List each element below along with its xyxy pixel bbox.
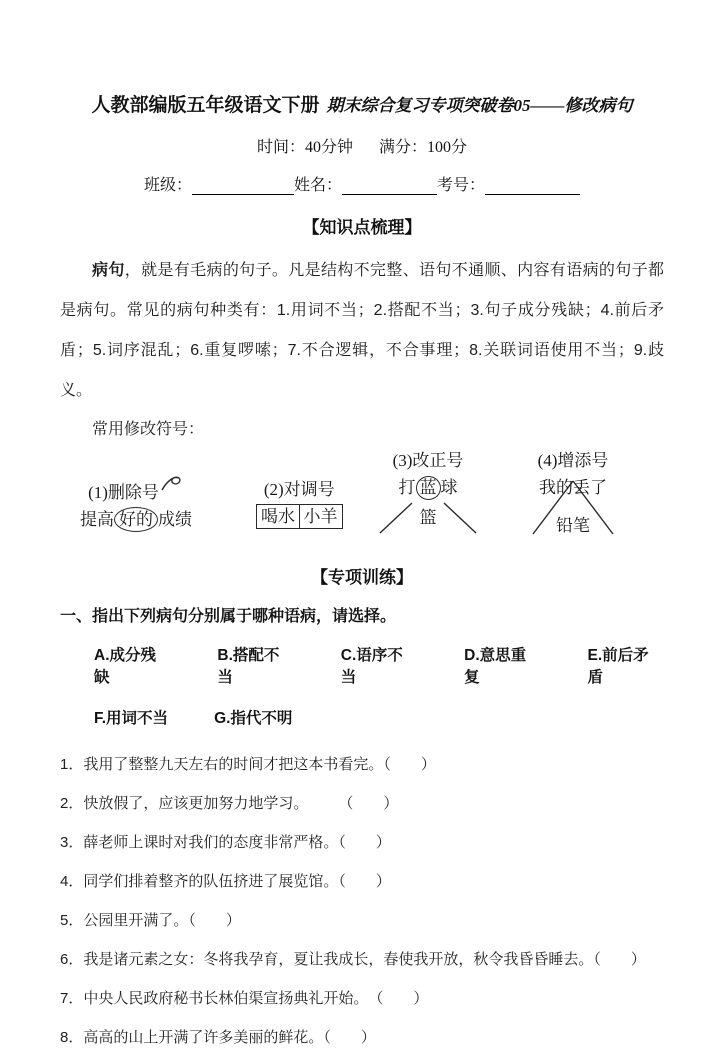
correct-example-line: [376, 474, 480, 501]
insert-mark-label: (4)增添号: [537, 451, 609, 470]
knowledge-section-header: 【知识点梳理】: [302, 218, 422, 237]
correct-before-text: 打: [398, 478, 416, 497]
option-f: F.用词不当: [94, 710, 169, 727]
part-one-instruction: 一、指出下列病句分别属于哪种语病，请选择。: [60, 608, 397, 625]
delete-mark-label: (1)删除号: [88, 483, 159, 502]
question-item-1: 1．我用了整整九天左右的时间才把这本书看完。（ ）: [60, 756, 436, 773]
wrong-word-circle: 蓝: [416, 476, 441, 500]
option-c: C.语序不当: [340, 647, 403, 686]
class-label: 班级：: [143, 177, 192, 194]
symbols-label: 常用修改符号：: [92, 421, 205, 438]
insert-example-body: [515, 474, 631, 538]
correction-word-area: [376, 502, 480, 536]
question-item-8: 8．高高的山上开满了许多美丽的鲜花。（ ）: [60, 1029, 376, 1046]
title-main: 人教部编版五年级语文下册: [91, 95, 320, 116]
correction-word: 篮: [419, 508, 437, 527]
delete-mark-label-row: [80, 473, 192, 506]
swap-first-box: 喝水: [256, 504, 300, 529]
delete-mark-example: [80, 473, 192, 533]
delete-squiggle-icon: [160, 473, 184, 492]
swap-second-box: 小羊: [299, 504, 343, 529]
delete-before-text: 提高: [80, 510, 114, 529]
name-blank-line: [342, 176, 437, 195]
option-d: D.意思重复: [464, 647, 527, 686]
exam-number-blank-line: [485, 176, 580, 195]
option-b: B.搭配不当: [217, 647, 280, 686]
delete-example-line: [80, 506, 192, 533]
exam-number-label: 考号：: [437, 177, 486, 194]
correction-symbols-examples: [60, 447, 664, 545]
lead-term: 病句: [92, 262, 125, 279]
option-e: E.前后矛盾: [587, 647, 649, 686]
knowledge-paragraph-text: ，就是有毛病的句子。凡是结构不完整、语句不通顺、内容有语病的句子都是病句。常见的病句种类有：1.用词不当；2.搭配不当；3.句子成分残缺；4.前后矛盾；5.词序混乱；6.重复啰嗦；7.不合逻辑，不合事理；8.关联词语使用不当；9.歧义。: [60, 262, 664, 399]
question-item-2: 2．快放假了，应该更加努力地学习。 （ ）: [60, 795, 399, 812]
student-info-fields: [60, 172, 664, 195]
deleted-word-circle: 好的: [114, 507, 158, 532]
correct-mark-example: [376, 447, 480, 536]
swap-mark-label: (2)对调号: [263, 480, 335, 499]
class-blank-line: [192, 176, 294, 195]
name-label: 姓名：: [293, 177, 342, 194]
delete-after-text: 成绩: [158, 510, 192, 529]
question-item-3: 3．薛老师上课时对我们的态度非常严格。（ ）: [60, 834, 391, 851]
full-score-value: 满分：100分: [379, 139, 468, 156]
question-item-6: 6．我是诸元素之女：冬将我孕育，夏让我成长，春使我开放，秋令我昏昏睡去。（ ）: [60, 951, 646, 968]
question-list: [60, 745, 664, 1057]
meta-line: [60, 134, 664, 157]
question-item-4: 4．同学们排着整齐的队伍挤进了展览馆。（ ）: [60, 873, 391, 890]
option-g: G.指代不明: [214, 710, 293, 727]
question-item-7: 7．中央人民政府秘书长林伯渠宣扬典礼开始。 （ ）: [60, 990, 429, 1007]
time-value: 时间：40分钟: [256, 139, 353, 156]
correct-mark-label: (3)改正号: [392, 451, 464, 470]
answer-options-row-2: [60, 706, 664, 728]
title-sub: 期末综合复习专项突破卷05——修改病句: [326, 96, 633, 115]
insert-sentence-line: 我的丢了: [539, 478, 607, 497]
question-item-5: 5．公园里开满了。（ ）: [60, 912, 241, 929]
correct-after-text: 球: [440, 478, 458, 497]
knowledge-paragraph: [60, 251, 664, 411]
answer-options-row-1: [60, 643, 664, 687]
page-title: [60, 90, 664, 117]
training-section-header: 【专项训练】: [311, 568, 413, 587]
option-a: A.成分残缺: [94, 647, 157, 686]
swap-example-line: [256, 503, 343, 530]
inserted-word: 铅笔: [556, 516, 590, 535]
insert-mark-example: [515, 447, 631, 538]
swap-mark-example: [256, 476, 343, 530]
